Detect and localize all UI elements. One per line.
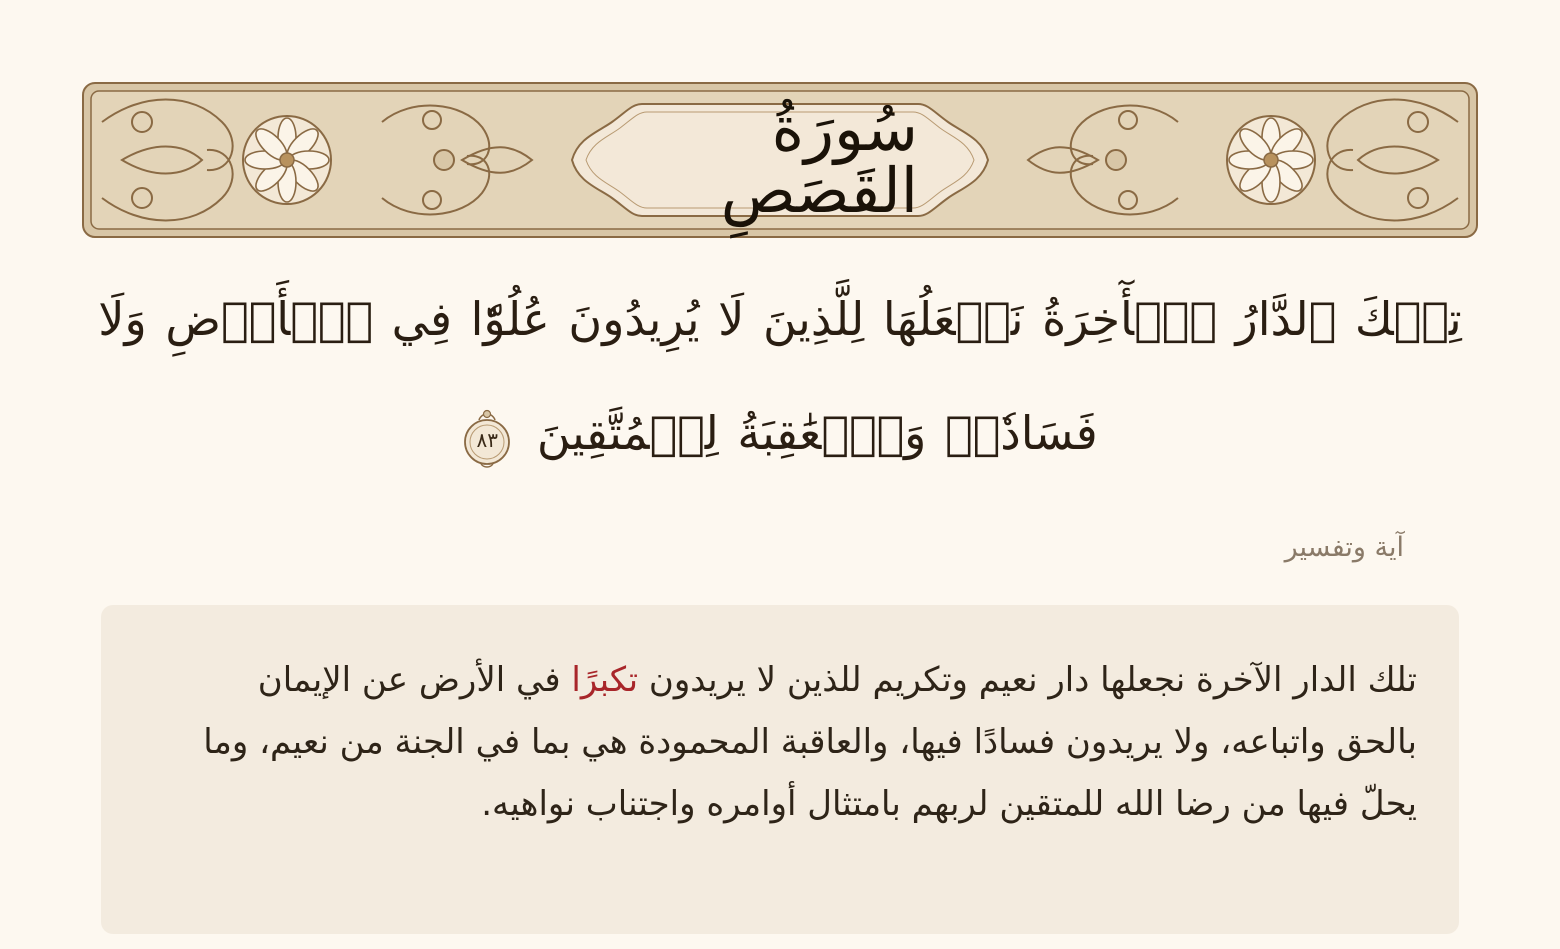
tafsir-card [101, 605, 1459, 934]
tafsir-highlighted-word[interactable]: تكبرًا [571, 660, 639, 700]
surah-header-banner [82, 82, 1478, 238]
surah-title: سُورَةُ القَصَصِ [720, 92, 918, 227]
tafsir-part-1: تلك الدار الآخرة نجعلها دار نعيم وتكريم للذين لا يريدون [638, 660, 1417, 700]
tafsir-part-2: في الأرض عن الإيمان بالحق واتباعه، ولا يريدون فسادًا فيها، والعاقبة المحمودة هي بما في الجنة من نعيم، وما يحلّ فيها من رضا الله للمتقين لربهم بامتثال أوامره واجتناب نواهيه. [203, 660, 1417, 824]
ayah-text: تِلۡكَ ٱلدَّارُ ٱلۡأٓخِرَةُ نَجۡعَلُهَا لِلَّذِينَ لَا يُرِيدُونَ عُلُوّٗا فِي ٱلۡأَرۡضِ وَلَا فَسَادٗاۚ وَٱلۡعَٰقِبَةُ لِلۡمُتَّقِينَ [98, 292, 1462, 460]
ayah-number: ٨٣ [476, 428, 498, 452]
ayah-number-marker [462, 406, 512, 468]
ayah-text-block [90, 262, 1470, 490]
tafsir-text [187, 649, 1417, 835]
section-label: آية وتفسير [1284, 532, 1404, 563]
